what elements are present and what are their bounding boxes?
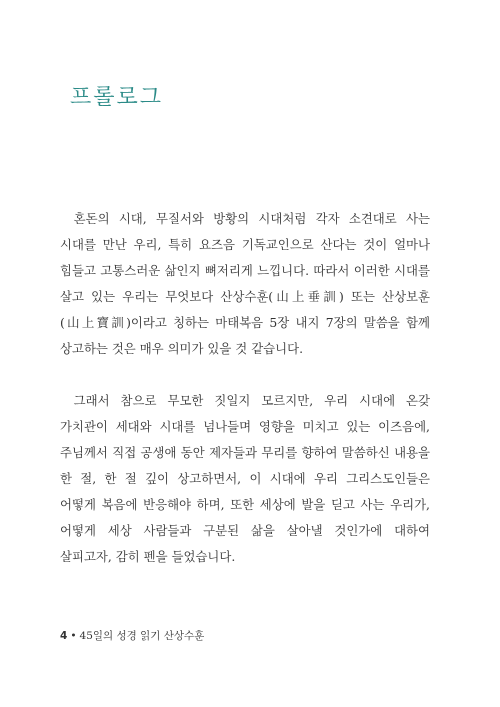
footer-separator: • (70, 630, 77, 642)
running-title: 45일의 성경 읽기 산상수훈 (79, 630, 205, 642)
paragraph-2: 그래서 참으로 무모한 짓일지 모르지만, 우리 시대에 온갖 가치관이 세대와 시대를 넘나들며 영향을 미치고 있는 이즈음에, 주님께서 직접 공생애 동안 제자들과 무리를 향하여 말씀하신 내용을 한 절, 한 절 깊이 상고하면서, 이 시대에 우리 그리스도인들은 어떻게 복음에 반응해야 하며, 또한 세상에 발을 딛고 사는 우리가, 어떻게 세상 사람들과 구분된 삶을 살아낼 것인가에 대하여 살피고자, 감히 펜을 들었습니다. (60, 393, 430, 564)
body-text (60, 206, 430, 570)
paragraph-1: 혼돈의 시대, 무질서와 방황의 시대처럼 각자 소견대로 사는 시대를 만난 우리, 특히 요즈음 기독교인으로 산다는 것이 얼마나 힘들고 고통스러운 삶인지 뼈저리게 느낍니다. 따라서 이러한 시대를 살고 있는 우리는 무엇보다 산상수훈(山上垂訓) 또는 산상보훈(山上寶訓)이라고 칭하는 마태복음 5장 내지 7장의 말씀을 함께 상고하는 것은 매우 의미가 있을 것 같습니다. (60, 211, 430, 356)
chapter-title: 프롤로그 (70, 85, 164, 110)
page-number: 4 (60, 630, 68, 642)
page-footer (60, 628, 204, 643)
